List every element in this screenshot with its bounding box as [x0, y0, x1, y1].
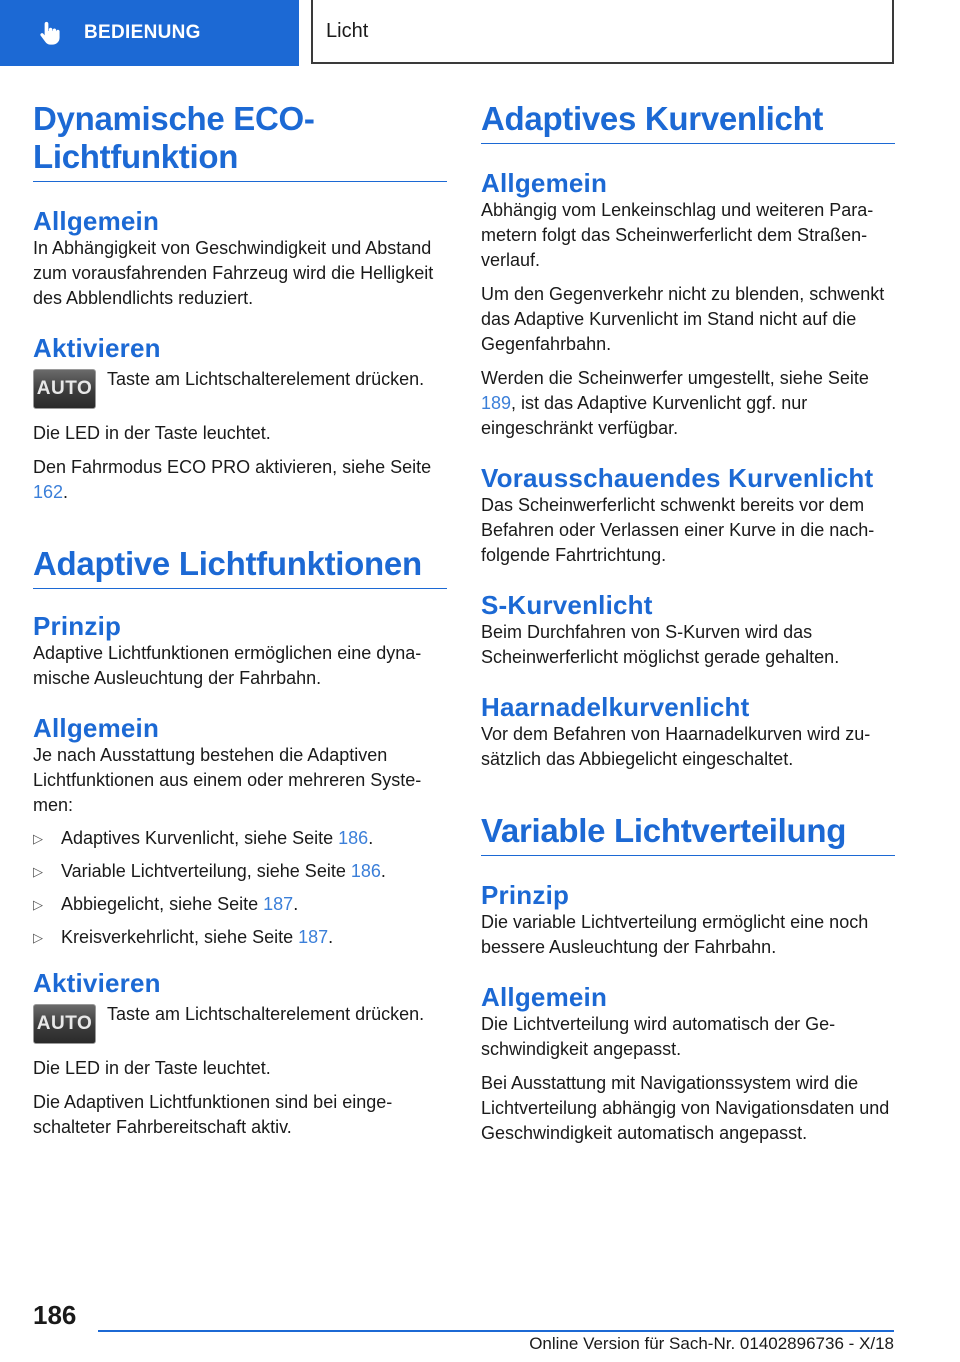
list-item-label: Kreisverkehrlicht, siehe Seite	[61, 927, 299, 947]
paragraph-vorausschauend: Das Scheinwerferlicht schwenkt bereits vor dem Befahren oder Verlassen einer Kurve in die nachfolgende Fahrtrichtung.	[481, 495, 875, 565]
page-header	[0, 0, 960, 66]
footer-divider	[98, 1330, 894, 1332]
paragraph-haarnadel: Vor dem Befahren von Haarnadelkurven wird zusätzlich das Abbiegelicht eingeschaltet.	[481, 724, 871, 769]
paragraph-kurvenlicht-3	[481, 366, 895, 441]
eco-pro-suffix: .	[63, 482, 69, 502]
triangle-bullet-icon: ▷	[33, 930, 43, 945]
online-version-text: Online Version für Sach-Nr. 01402896736 - X/18	[529, 1334, 894, 1353]
subheading-prinzip: Prinzip	[33, 611, 122, 641]
paragraph-lichtverteilung-2: Bei Ausstattung mit Navigationssystem wird die Lichtverteilung abhängig von Navigationsdaten und Geschwindigkeit automatisch angepasst.	[481, 1073, 890, 1143]
paragraph-s-kurvenlicht: Beim Durchfahren von S-Kurven wird das Scheinwerferlicht möglichst gerade gehalten.	[481, 622, 840, 667]
subheading-aktivieren: Aktivieren	[33, 333, 161, 363]
page-link-186[interactable]: 186	[350, 861, 381, 881]
eco-pro-text: Den Fahrmodus ECO PRO aktivieren, siehe Seite	[33, 457, 432, 477]
paragraph-led: Die LED in der Taste leuchtet.	[33, 423, 271, 443]
kurvenlicht-3-text: Werden die Scheinwerfer umgestellt, siehe Seite	[481, 368, 869, 388]
paragraph-led-2: Die LED in der Taste leuchtet.	[33, 1058, 271, 1078]
auto-button-icon	[33, 369, 96, 409]
subheading-prinzip-2: Prinzip	[481, 880, 570, 910]
page-link-162[interactable]: 162	[33, 482, 64, 502]
right-column	[481, 100, 895, 1146]
list-item	[33, 892, 447, 917]
page-link-187[interactable]: 187	[298, 927, 329, 947]
heading-variable-lichtverteilung: Variable Lichtverteilung	[481, 812, 895, 856]
heading-adaptives-kurvenlicht: Adaptives Kurvenlicht	[481, 100, 895, 144]
section-tab-bedienung[interactable]	[0, 0, 299, 66]
subheading-allgemein-3: Allgemein	[481, 168, 608, 198]
list-item-text: Adaptives Kurvenlicht, siehe Seite 186.	[61, 828, 374, 848]
system-list	[33, 826, 447, 950]
paragraph-kurvenlicht-2: Um den Gegenverkehr nicht zu blenden, schwenkt das Adaptive Kurvenlicht im Stand nicht auf die Gegenfahrbahn.	[481, 284, 885, 354]
list-item-text: Abbiegelicht, siehe Seite 187.	[61, 894, 299, 914]
list-item-label: Abbiegelicht, siehe Seite	[61, 894, 264, 914]
subheading-allgemein-2: Allgemein	[33, 713, 160, 743]
list-item	[33, 859, 447, 884]
auto-button-icon	[33, 1004, 96, 1044]
auto-button-instruction	[33, 367, 447, 409]
list-item	[33, 925, 447, 950]
heading-adaptive-lichtfunktionen: Adaptive Lichtfunktionen	[33, 545, 447, 589]
auto-button-text: Taste am Lichtschalterelement drücken.	[107, 369, 425, 389]
hand-pointer-icon	[36, 19, 64, 47]
chapter-label: Licht	[326, 19, 369, 42]
list-item-label: Adaptives Kurvenlicht, siehe Seite	[61, 828, 339, 848]
triangle-bullet-icon: ▷	[33, 864, 43, 879]
paragraph-prinzip: Adaptive Lichtfunktionen ermöglichen eine dynamische Ausleuchtung der Fahrbahn.	[33, 643, 422, 688]
list-item-text: Kreisverkehrlicht, siehe Seite 187.	[61, 927, 334, 947]
triangle-bullet-icon: ▷	[33, 897, 43, 912]
subheading-haarnadelkurvenlicht: Haarnadelkurvenlicht	[481, 692, 750, 722]
page-link-187[interactable]: 187	[263, 894, 294, 914]
triangle-bullet-icon: ▷	[33, 831, 43, 846]
auto-button-label: AUTO	[36, 378, 93, 399]
page-link-186[interactable]: 186	[338, 828, 369, 848]
left-column	[33, 100, 447, 1140]
subheading-allgemein: Allgemein	[33, 206, 160, 236]
auto-button-instruction	[33, 1002, 447, 1044]
auto-button-text: Taste am Lichtschalterelement drücken.	[107, 1004, 425, 1024]
auto-button-label: AUTO	[36, 1013, 93, 1034]
paragraph-eco-pro	[33, 455, 447, 505]
subheading-allgemein-4: Allgemein	[481, 982, 608, 1012]
list-item-text: Variable Lichtverteilung, siehe Seite 186.	[61, 861, 386, 881]
paragraph-aktiv: Die Adaptiven Lichtfunktionen sind bei eingeschalteter Fahrbereitschaft aktiv.	[33, 1092, 393, 1137]
heading-dynamische-eco-lichtfunktion: Dynamische ECO-Lichtfunktion	[33, 100, 447, 182]
subheading-vorausschauendes-kurvenlicht: Vorausschauendes Kurvenlicht	[481, 463, 874, 493]
subheading-s-kurvenlicht: S-Kurvenlicht	[481, 590, 653, 620]
subheading-aktivieren-2: Aktivieren	[33, 968, 161, 998]
page-link-189[interactable]: 189	[481, 393, 512, 413]
kurvenlicht-3-suffix: , ist das Adaptive Kurvenlicht ggf. nur eingeschränkt verfügbar.	[481, 393, 808, 438]
page-number: 186	[33, 1300, 77, 1330]
section-tab-label: BEDIENUNG	[84, 22, 201, 43]
paragraph-kurvenlicht-1: Abhängig vom Lenkeinschlag und weiteren Parametern folgt das Scheinwerferlicht dem Straßenverlauf.	[481, 200, 874, 270]
paragraph-lichtverteilung-1: Die Lichtverteilung wird automatisch der Geschwindigkeit angepasst.	[481, 1014, 836, 1059]
list-item-label: Variable Lichtverteilung, siehe Seite	[61, 861, 351, 881]
paragraph-prinzip-2: Die variable Lichtverteilung ermöglicht eine noch bessere Ausleuchtung der Fahrbahn.	[481, 912, 869, 957]
paragraph-eco-allgemein: In Abhängigkeit von Geschwindigkeit und Abstand zum vorausfahrenden Fahrzeug wird die Helligkeit des Abblendlichts reduziert.	[33, 238, 434, 308]
paragraph-allgemein-2: Je nach Ausstattung bestehen die Adaptiven Lichtfunktionen aus einem oder mehreren Systemen:	[33, 745, 422, 815]
list-item	[33, 826, 447, 851]
chapter-title	[311, 0, 894, 64]
